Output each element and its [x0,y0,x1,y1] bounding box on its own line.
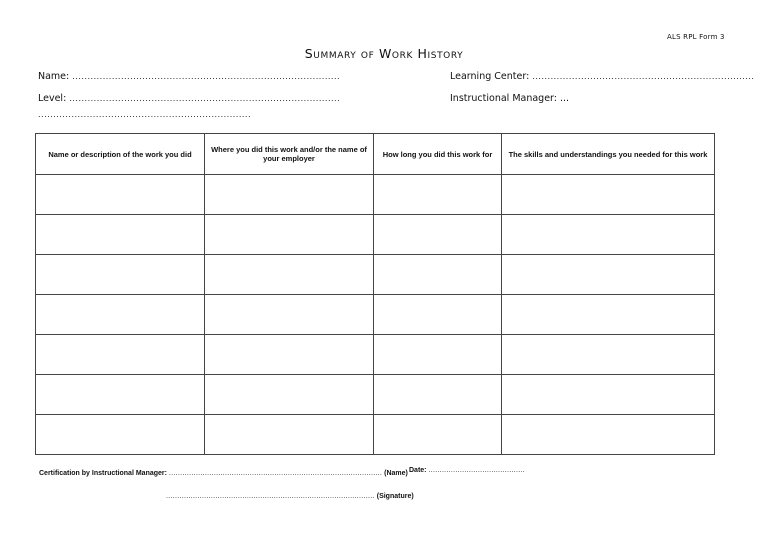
date-label: Date: [409,467,427,474]
table-cell[interactable] [36,175,205,215]
form-title: Summary of Work History [304,46,464,61]
form-number: ALS RPL Form 3 [667,33,725,41]
name-suffix: (Name) [384,470,408,477]
date-blank[interactable]: ........................................... [428,467,525,474]
table-cell[interactable] [502,415,715,455]
name-blank[interactable]: ........................................................................................ [72,72,341,81]
level-label: Level: [38,93,67,104]
table-cell[interactable] [502,375,715,415]
table-row [36,375,715,415]
table-row [36,175,715,215]
table-row [36,255,715,295]
certification-name-blank[interactable]: ............................................................................................... [168,470,383,477]
table-cell[interactable] [502,335,715,375]
table-cell[interactable] [205,295,374,335]
table-row [36,415,715,455]
table-cell[interactable] [205,335,374,375]
learning-center-blank[interactable]: ......................................................................... [532,72,755,81]
header-duration: How long you did this work for [374,134,502,175]
table-cell[interactable] [205,415,374,455]
table-row [36,335,715,375]
table-cell[interactable] [374,255,502,295]
table-cell[interactable] [502,295,715,335]
table-cell[interactable] [374,215,502,255]
table-cell[interactable] [36,335,205,375]
table-cell[interactable] [374,375,502,415]
table-row [36,295,715,335]
signature-blank[interactable]: ............................................................................................. [166,493,375,500]
level-field [38,93,340,104]
table-cell[interactable] [374,335,502,375]
table-cell[interactable] [36,375,205,415]
table-cell[interactable] [36,295,205,335]
header-employer: Where you did this work and/or the name of your employer [205,134,374,175]
continuation-blank[interactable]: ...................................................................... [38,110,252,119]
table-cell[interactable] [502,255,715,295]
work-history-table [35,133,715,455]
table-cell[interactable] [374,175,502,215]
table-header-row [36,134,715,175]
name-field [38,71,340,82]
learning-center-label: Learning Center: [450,71,530,82]
signature-suffix: (Signature) [376,493,414,500]
header-work-description: Name or description of the work you did [36,134,205,175]
table-cell[interactable] [36,415,205,455]
header-skills: The skills and understandings you needed for this work [502,134,715,175]
table-cell[interactable] [374,295,502,335]
table-cell[interactable] [205,255,374,295]
table-cell[interactable] [36,255,205,295]
table-cell[interactable] [205,175,374,215]
instructional-manager-field[interactable]: Instructional Manager: ... [450,93,570,104]
date-line [409,467,525,474]
table-cell[interactable] [374,415,502,455]
table-cell[interactable] [205,375,374,415]
table-cell[interactable] [502,175,715,215]
certification-line [39,470,408,477]
table-cell[interactable] [36,215,205,255]
level-blank[interactable]: ......................................................................................... [69,94,341,103]
table-cell[interactable] [502,215,715,255]
table-cell[interactable] [205,215,374,255]
table-row [36,215,715,255]
name-label: Name: [38,71,70,82]
learning-center-field [450,71,754,82]
signature-line [166,493,414,500]
certification-label: Certification by Instructional Manager: [39,470,167,477]
